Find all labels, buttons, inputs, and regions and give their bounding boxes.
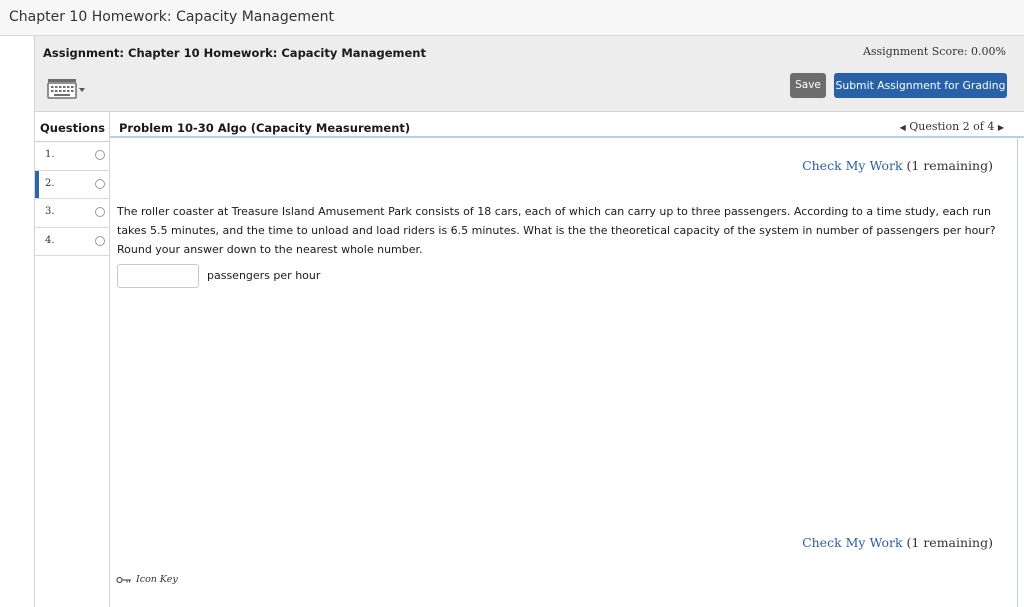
question-navigation bbox=[900, 120, 1004, 133]
assignment-bar bbox=[34, 36, 1024, 112]
sidebar-item-question-4[interactable] bbox=[35, 228, 110, 257]
check-my-work-link[interactable]: Check My Work bbox=[802, 158, 903, 173]
question-number: 2. bbox=[45, 177, 55, 189]
assignment-title: Assignment: Chapter 10 Homework: Capacity Management bbox=[43, 46, 426, 60]
icon-key-label: Icon Key bbox=[136, 574, 178, 585]
questions-header: Questions bbox=[35, 112, 110, 142]
answer-input[interactable] bbox=[117, 264, 199, 288]
question-number: 1. bbox=[45, 149, 55, 160]
answer-unit: passengers per hour bbox=[207, 269, 321, 282]
save-button[interactable]: Save bbox=[790, 73, 826, 98]
active-marker bbox=[35, 171, 39, 199]
keyboard-icon[interactable] bbox=[47, 78, 87, 100]
key-icon bbox=[116, 576, 132, 584]
sidebar-item-question-2[interactable] bbox=[35, 171, 110, 200]
problem-header bbox=[110, 112, 1024, 138]
next-question-icon[interactable]: ▶ bbox=[997, 123, 1004, 132]
previous-question-icon[interactable]: ◀ bbox=[899, 123, 906, 132]
sidebar-item-question-3[interactable] bbox=[35, 199, 110, 228]
questions-sidebar bbox=[34, 112, 110, 607]
check-my-work-bottom bbox=[802, 535, 993, 550]
icon-key[interactable] bbox=[116, 574, 178, 585]
submit-assignment-button[interactable]: Submit Assignment for Grading bbox=[834, 73, 1007, 98]
sidebar-item-question-1[interactable] bbox=[35, 142, 110, 171]
question-text: The roller coaster at Treasure Island Amusement Park consists of 18 cars, each of which can carry up to three passengers. According to a time study, each run takes 5.5 minutes, and the time to unload and load riders is 6.5 minutes. What is the the theoretical capacity of the system in number of passengers per hour? Round your answer down to the nearest whole number. bbox=[117, 205, 996, 256]
question-number: 3. bbox=[45, 206, 55, 217]
check-my-work-link[interactable]: Check My Work bbox=[802, 535, 903, 550]
page-header bbox=[0, 0, 1024, 36]
problem-content bbox=[110, 138, 1018, 607]
status-circle-icon bbox=[95, 179, 105, 189]
check-remaining: (1 remaining) bbox=[906, 535, 993, 550]
status-circle-icon bbox=[95, 150, 105, 160]
assignment-score: Assignment Score: 0.00% bbox=[862, 45, 1006, 58]
question-position: Question 2 of 4 bbox=[909, 120, 995, 133]
question-number: 4. bbox=[45, 234, 55, 246]
status-circle-icon bbox=[95, 236, 105, 246]
page-title: Chapter 10 Homework: Capacity Management bbox=[9, 9, 334, 25]
status-circle-icon bbox=[95, 207, 105, 217]
check-remaining: (1 remaining) bbox=[906, 158, 993, 173]
problem-title: Problem 10-30 Algo (Capacity Measurement) bbox=[119, 121, 411, 135]
check-my-work-top bbox=[802, 158, 993, 173]
